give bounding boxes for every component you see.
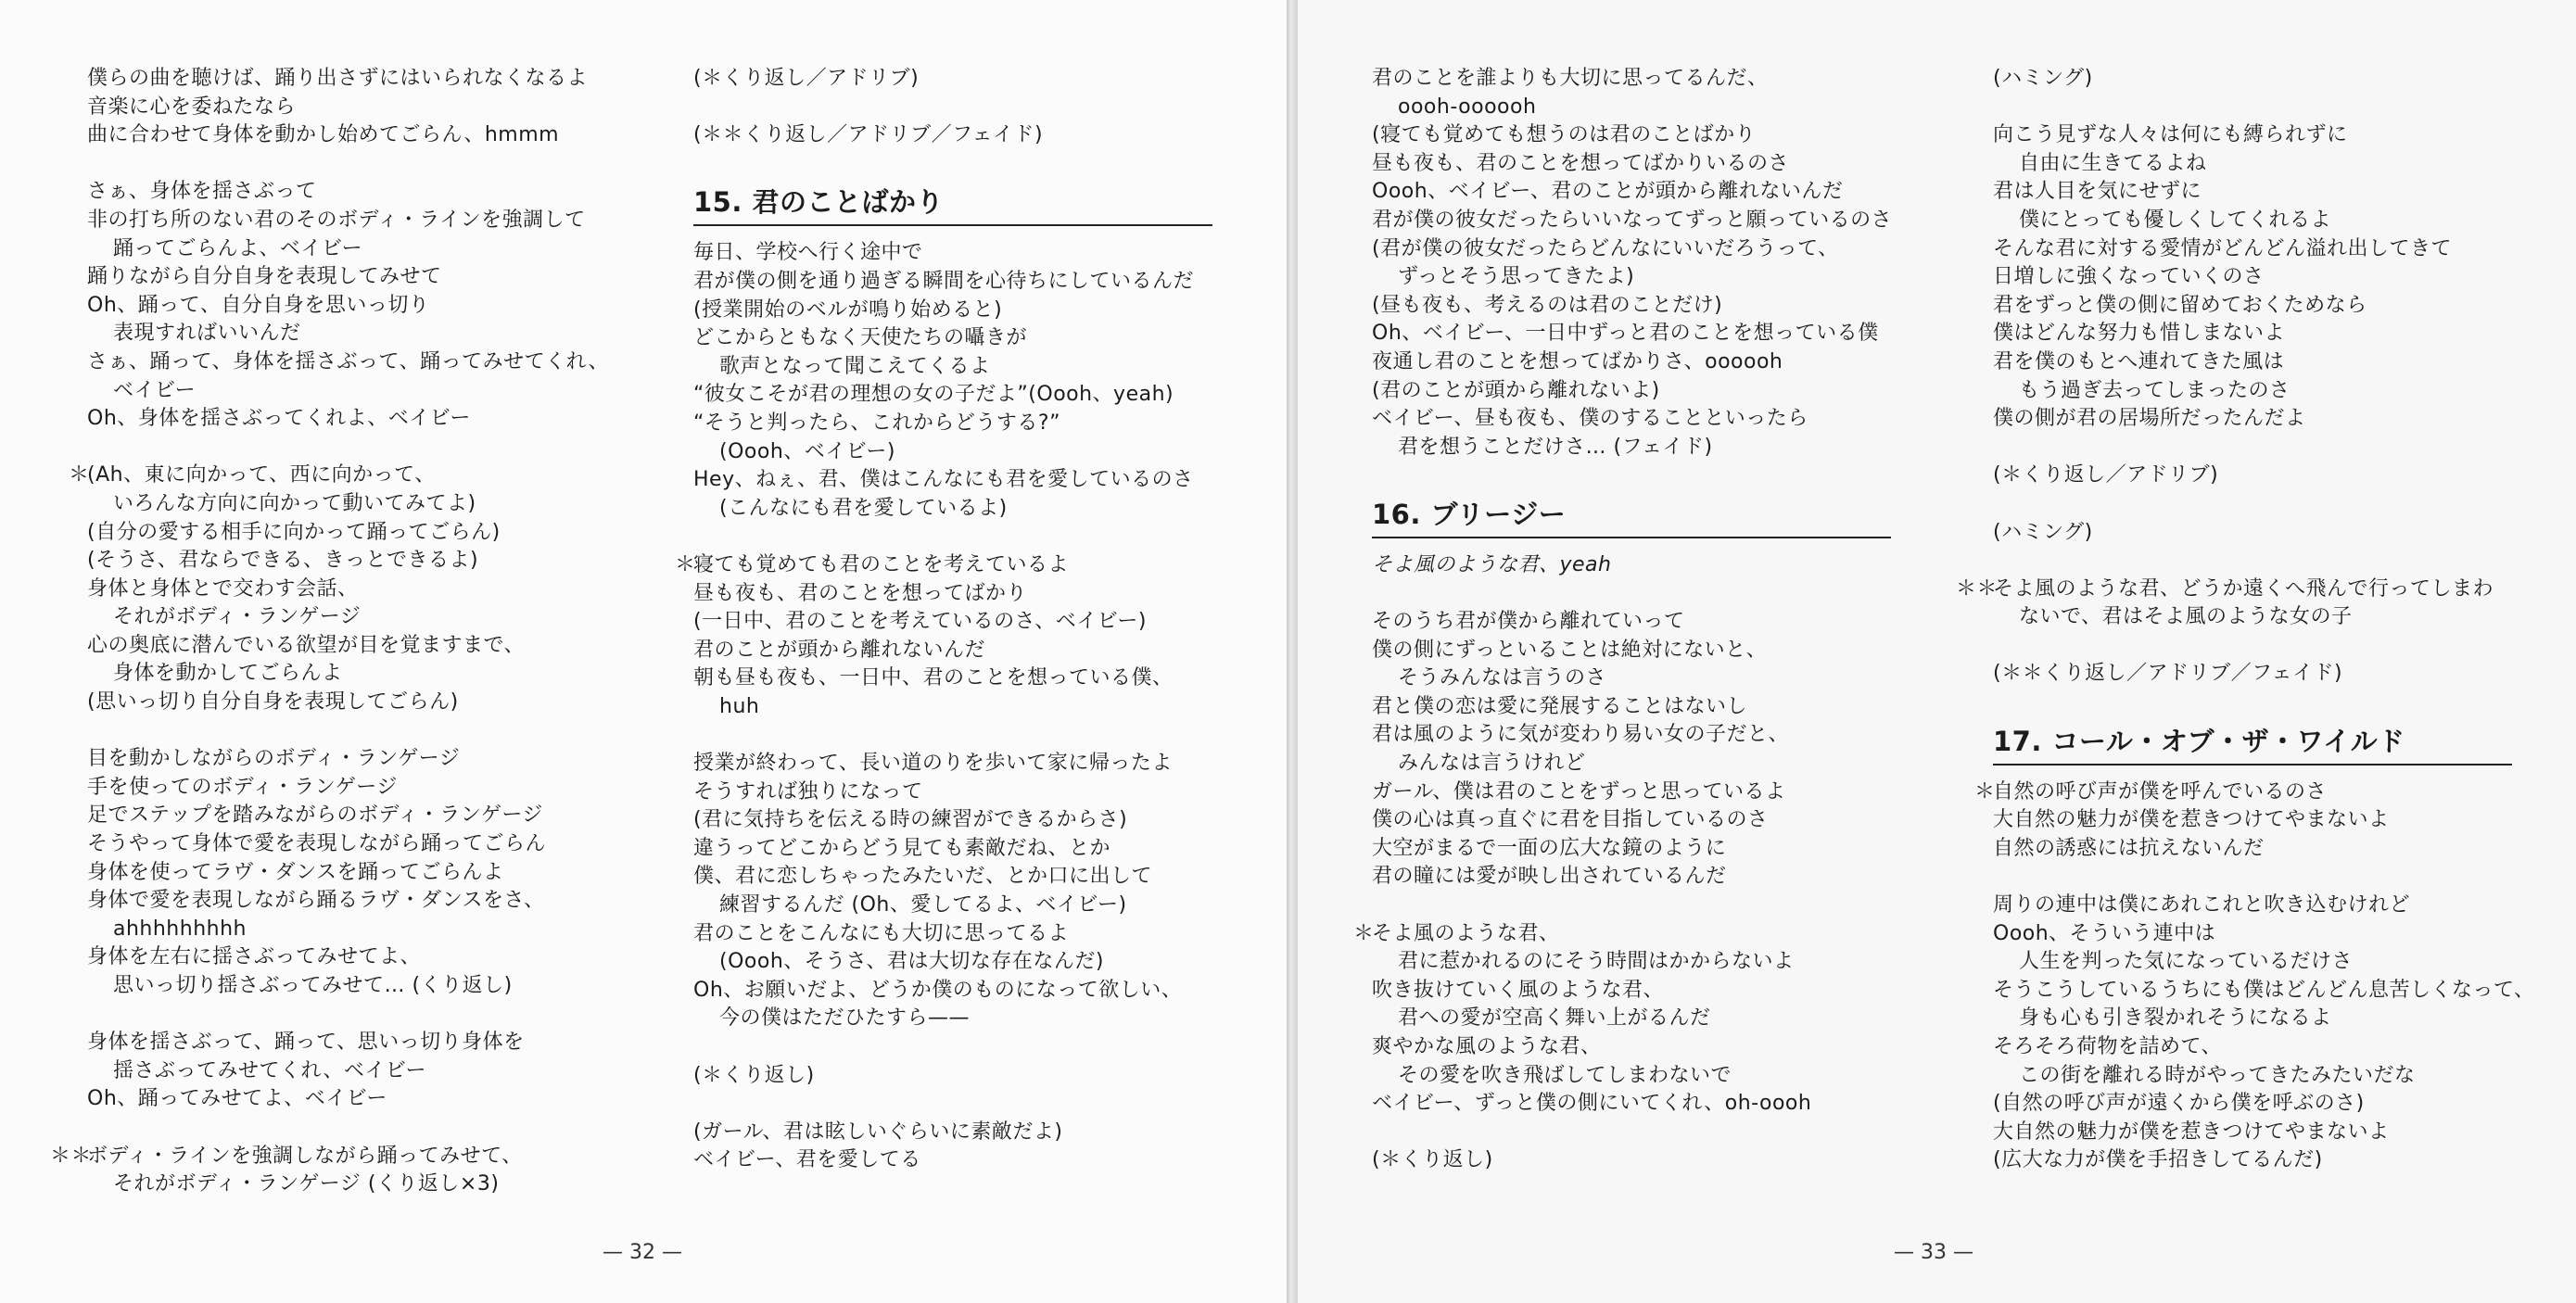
lyric-line — [693, 721, 1212, 750]
lyric-text: (広大な力が僕を手招きしてるんだ) — [1993, 1148, 2323, 1172]
lyric-text: そうみんなは言うのさ — [1398, 666, 1607, 690]
lyric-text: 違うってどこからどう見ても素敵だね、とか — [693, 836, 1111, 860]
lyric-text: ずっとそう思ってきたよ) — [1398, 265, 1635, 289]
lyric-text: Oh、踊って、自分自身を思いっ切り — [87, 293, 430, 317]
book-gutter — [1287, 0, 1298, 1303]
lyric-text: 君に惹かれるのにそう時間はかからないよ — [1398, 950, 1795, 974]
lyric-text: (君のことが頭から離れないよ) — [1372, 378, 1660, 402]
lyric-line — [87, 434, 609, 462]
lyric-line — [1993, 660, 2535, 689]
lyric-text: Oh、お願いだよ、どうか僕のものになって欲しい、 — [693, 978, 1183, 1002]
lyric-line — [1993, 121, 2535, 150]
lyric-text: (君に気持ちを伝える時の練習ができるからさ) — [693, 808, 1128, 832]
lyric-text: 大自然の魅力が僕を惹きつけてやまないよ — [1993, 1120, 2390, 1144]
lyric-text: 自然の誘惑には抗えないんだ — [1993, 836, 2265, 860]
lyric-line: ＊(Ah、東に向かって、西に向かって、 — [69, 463, 436, 487]
lyric-line — [1372, 835, 1892, 864]
lyric-text: ないで、君はそよ風のような女の子 — [2019, 605, 2353, 629]
lyric-line — [1372, 121, 1892, 150]
lyric-text: (一日中、君のことを考えているのさ、ベイビー) — [693, 610, 1147, 634]
lyric-line — [1993, 1090, 2535, 1119]
lyric-text: “彼女こそが君の理想の女の子だよ”(Oooh、yeah) — [693, 383, 1174, 407]
lyric-line — [693, 750, 1212, 778]
lyric-line — [1372, 551, 1892, 580]
lyric-line — [693, 381, 1212, 410]
lyric-text: Oh、踊ってみせてよ、ベイビー — [87, 1087, 387, 1111]
lyric-text: 君は人目を気にせずに — [1993, 180, 2202, 204]
lyric-line — [87, 292, 609, 321]
lyric-text: 踊ってごらんよ、ベイビー — [113, 236, 363, 260]
lyric-line — [693, 297, 1212, 325]
lyric-text: 曲に合わせて身体を動かし始めてごらん、hmmm — [87, 123, 560, 147]
lyric-line — [1372, 977, 1892, 1006]
lyric-text: 君を想うことだけさ… (フェイド) — [1398, 435, 1713, 459]
lyric-text: 身も心も引き裂かれそうになるよ — [2019, 1006, 2332, 1031]
lyric-line — [1372, 94, 1892, 122]
lyric-text: 君が僕の彼女だったらいいなってずっと願っているのさ — [1372, 208, 1893, 232]
lyric-line: ＊＊そよ風のような君、どうか遠くへ飛んで行ってしまわ — [1956, 576, 2494, 601]
lyric-line — [1993, 434, 2535, 462]
lyric-text: そよ風のような君、どうか遠くへ飛んで行ってしまわ — [1993, 576, 2494, 601]
lyric-line — [1993, 519, 2535, 548]
song-title: 17. コール・オブ・ザ・ワイルド — [1993, 717, 2512, 765]
lyric-text: Hey、ねぇ、君、僕はこんなにも君を愛しているのさ — [693, 468, 1194, 492]
lyric-line — [87, 263, 609, 292]
lyric-text: そんな君に対する愛情がどんどん溢れ出してきて — [1993, 236, 2453, 260]
lyric-line — [1993, 405, 2535, 434]
lyric-text: 自然の呼び声が僕を呼んでいるのさ — [1993, 779, 2328, 803]
lyric-text: そのうち君が僕から離れていって — [1372, 610, 1685, 634]
lyric-text: 君のことを誰よりも大切に思ってるんだ、 — [1372, 67, 1769, 90]
lyric-text: Oooh、ベイビー、君のことが頭から離れないんだ — [1372, 180, 1844, 204]
lyric-text: いろんな方向に向かって動いてみてよ) — [113, 491, 476, 515]
lyric-text: (ガール、君は眩しいぐらいに素敵だよ) — [693, 1120, 1063, 1144]
lyric-line — [87, 576, 609, 604]
lyric-text: みんなは言うけれど — [1398, 752, 1586, 776]
lyric-text: 歌声となって聞こえてくるよ — [719, 354, 991, 378]
lyric-text: (Oooh、ベイビー) — [719, 439, 895, 463]
lyric-text: 自由に生きてるよね — [2019, 151, 2207, 175]
lyric-text: (＊くり返し／アドリブ) — [693, 67, 920, 90]
lyric-line — [1372, 580, 1892, 609]
lyric-text: 身体を使ってラヴ・ダンスを踊ってごらんよ — [87, 860, 504, 884]
lyric-line — [87, 121, 609, 150]
lyrics-column — [1353, 65, 1893, 1175]
lyric-text: 日増しに強くなっていくのさ — [1993, 265, 2265, 289]
lyric-text: 君への愛が空高く舞い上がるんだ — [1398, 1006, 1711, 1031]
lyric-text: 身体を左右に揺さぶってみせてよ、 — [87, 945, 422, 969]
lyric-line — [1372, 405, 1892, 434]
lyric-text: そうすれば独りになって — [693, 779, 923, 803]
lyric-line — [1993, 207, 2535, 235]
lyric-text: 周りの連中は僕にあれこれと吹き込むけれど — [1993, 893, 2411, 917]
lyric-line — [1993, 1033, 2535, 1062]
lyric-line — [1993, 835, 2535, 864]
lyric-text: Oh、ベイビー、一日中ずっと君のことを想っている僕 — [1372, 322, 1879, 346]
lyric-text: 君の瞳には愛が映し出されているんだ — [1372, 865, 1727, 889]
lyric-text: 昼も夜も、君のことを想ってばかり — [693, 581, 1028, 605]
lyric-text: 君と僕の恋は愛に発展することはないし — [1372, 694, 1748, 718]
lyric-text: ahhhhhhhhh — [113, 917, 247, 941]
lyric-line — [693, 948, 1212, 977]
lyrics-column — [675, 65, 1212, 1175]
lyric-line — [693, 863, 1212, 892]
lyric-text: 揺さぶってみせてくれ、ベイビー — [113, 1058, 426, 1082]
lyric-line — [693, 466, 1212, 495]
song-title: 16. ブリージー — [1372, 490, 1891, 538]
lyric-text: 非の打ち所のない君のそのボディ・ラインを強調して — [87, 208, 586, 232]
lyric-line — [693, 920, 1212, 949]
lyric-text: ベイビー、ずっと僕の側にいてくれ、oh-oooh — [1372, 1092, 1812, 1116]
lyric-text: (Ah、東に向かって、西に向かって、 — [87, 463, 436, 487]
lyric-line — [1993, 1119, 2535, 1147]
lyric-text: ベイビー — [113, 378, 197, 402]
lyric-line — [1993, 263, 2535, 292]
lyric-line — [693, 410, 1212, 438]
lyric-line — [693, 1146, 1212, 1175]
lyric-line — [693, 580, 1212, 609]
lyric-line — [693, 977, 1212, 1006]
lyric-line — [87, 603, 609, 632]
lyric-line — [1372, 150, 1892, 179]
lyric-line — [1372, 892, 1892, 920]
lyric-text: 僕の心は真っ直ぐに君を目指しているのさ — [1372, 808, 1769, 832]
lyric-line — [87, 519, 609, 548]
lyric-text: 君のことをこんなにも大切に思ってるよ — [693, 921, 1070, 945]
lyric-line: ＊寝ても覚めても君のことを考えているよ — [675, 552, 1070, 576]
page-number: — 33 — — [1894, 1241, 1973, 1264]
lyric-line — [1372, 863, 1892, 892]
lyric-line — [1993, 235, 2535, 264]
lyric-line — [693, 353, 1212, 382]
lyric-line — [1993, 462, 2535, 490]
lyric-line — [1372, 778, 1892, 807]
lyric-text: 心の奥底に潜んでいる欲望が目を覚ますまで、 — [87, 633, 526, 657]
lyric-text: (昼も夜も、考えるのは君のことだけ) — [1372, 293, 1723, 317]
lyric-line — [87, 689, 609, 717]
lyric-text: 君が僕の側を通り過ぎる瞬間を心待ちにしているんだ — [693, 269, 1195, 293]
lyric-line — [87, 320, 609, 348]
lyric-line — [1372, 1005, 1892, 1033]
lyric-text: 踊りながら自分自身を表現してみせて — [87, 265, 442, 289]
lyric-line: ＊＊ボディ・ラインを強調しながら踊ってみせて、 — [50, 1144, 523, 1168]
lyric-line — [693, 778, 1212, 807]
lyric-text: そよ風のような君、 — [1372, 921, 1560, 945]
lyric-text: (＊＊くり返し／アドリブ／フェイド) — [1993, 662, 2343, 686]
lyric-text: oooh-oooooh — [1398, 95, 1537, 119]
lyric-text: 音楽に心を委ねたなら — [87, 95, 297, 119]
lyric-line — [1372, 235, 1892, 264]
lyric-line — [1993, 547, 2535, 576]
lyric-line — [1372, 1033, 1892, 1062]
lyric-text: (自分の愛する相手に向かって踊ってごらん) — [87, 520, 501, 544]
lyric-text: 夜通し君のことを想ってばかりさ、oooooh — [1372, 349, 1783, 373]
lyric-line — [1993, 948, 2535, 977]
lyric-text: 爽やかな風のような君、 — [1372, 1035, 1602, 1058]
lyric-text: 吹き抜けていく風のような君、 — [1372, 978, 1665, 1002]
lyrics-column — [50, 65, 609, 1199]
lyric-line — [1372, 806, 1892, 835]
lyric-line — [87, 207, 609, 235]
lyric-text: ベイビー、昼も夜も、僕のすることといったら — [1372, 407, 1808, 431]
lyric-line — [1372, 178, 1892, 207]
lyric-line — [87, 377, 609, 406]
lyric-line — [87, 235, 609, 264]
page-number: — 32 — — [603, 1241, 682, 1264]
lyric-line — [87, 1001, 609, 1030]
lyric-line — [87, 94, 609, 122]
lyric-line — [87, 943, 609, 972]
lyric-line — [693, 1090, 1212, 1119]
lyric-line — [87, 632, 609, 661]
lyric-line — [87, 547, 609, 576]
lyric-text: 朝も昼も夜も、一日中、君のことを想っている僕、 — [693, 666, 1174, 690]
lyric-line — [87, 1114, 609, 1143]
lyric-text: 身体を揺さぶって、踊って、思いっ切り身体を — [87, 1031, 525, 1055]
lyric-line — [1372, 462, 1892, 490]
lyric-text: (思いっ切り自分自身を表現してごらん) — [87, 690, 459, 715]
lyric-line — [693, 94, 1212, 122]
lyric-line — [87, 348, 609, 377]
lyric-text: (自然の呼び声が遠くから僕を呼ぶのさ) — [1993, 1092, 2365, 1116]
lyric-text: 身体を動かしてごらんよ — [113, 662, 343, 686]
lyric-text: 僕の側にずっといることは絶対にないと、 — [1372, 638, 1768, 662]
lyric-line — [87, 150, 609, 179]
lyric-text: (ハミング) — [1993, 520, 2093, 544]
lyric-line — [87, 916, 609, 944]
lyric-line — [1372, 664, 1892, 693]
left-page — [0, 0, 1287, 1303]
lyric-text: 君は風のように気が変わり易い女の子だと、 — [1372, 723, 1790, 747]
lyric-text: (＊くり返し／アドリブ) — [1993, 463, 2219, 487]
lyric-line — [1993, 377, 2535, 406]
lyric-text: 僕らの曲を聴けば、踊り出さずにはいられなくなるよ — [87, 67, 589, 90]
lyric-text: さぁ、身体を揺さぶって — [87, 180, 317, 204]
lyric-line — [1993, 150, 2535, 179]
lyric-text: huh — [719, 694, 760, 718]
lyric-text: (君が僕の彼女だったらどんなにいいだろうって、 — [1372, 236, 1839, 260]
lyric-line — [693, 637, 1212, 665]
lyric-line — [87, 178, 609, 207]
lyric-line — [1993, 178, 2535, 207]
lyric-line — [693, 892, 1212, 920]
lyric-line — [1372, 637, 1892, 665]
lyric-text: ボディ・ラインを強調しながら踊ってみせて、 — [87, 1144, 523, 1168]
lyric-line — [87, 830, 609, 859]
lyric-line — [693, 664, 1212, 693]
lyric-line — [87, 972, 609, 1001]
lyric-line — [1372, 263, 1892, 292]
lyric-line — [1372, 292, 1892, 321]
lyric-line — [1993, 320, 2535, 348]
lyric-text: 人生を判った気になっているだけさ — [2019, 950, 2354, 974]
lyric-line — [693, 523, 1212, 551]
lyric-line — [87, 405, 609, 434]
lyric-line — [693, 150, 1212, 179]
lyric-line — [693, 495, 1212, 524]
lyric-line — [1993, 1146, 2535, 1175]
lyric-text: そうこうしているうちにも僕はどんどん息苦しくなって、 — [1993, 978, 2535, 1002]
lyric-line — [1372, 1090, 1892, 1119]
lyric-line — [693, 65, 1212, 94]
lyric-line — [1993, 603, 2535, 632]
lyric-line — [1372, 608, 1892, 637]
lyric-text: (Oooh、そうさ、君は大切な存在なんだ) — [719, 950, 1104, 974]
lyric-line — [1372, 348, 1892, 377]
lyric-line — [87, 490, 609, 519]
lyric-line — [1372, 207, 1892, 235]
lyric-text: 僕にとっても優しくしてくれるよ — [2019, 208, 2332, 232]
lyric-line — [1993, 632, 2535, 661]
lyric-line — [87, 1085, 609, 1114]
lyric-line — [1372, 721, 1892, 750]
lyric-line — [1372, 434, 1892, 462]
song-title: 15. 君のことばかり — [693, 178, 1212, 226]
lyric-line — [1372, 750, 1892, 778]
lyric-text: 授業が終わって、長い道のりを歩いて家に帰ったよ — [693, 752, 1173, 776]
lyric-line — [693, 438, 1212, 467]
lyric-line — [693, 1062, 1212, 1091]
lyric-text: 君を僕のもとへ連れてきた風は — [1993, 349, 2285, 373]
lyric-line — [1372, 65, 1892, 94]
lyric-line — [1993, 920, 2535, 949]
lyric-line — [87, 717, 609, 746]
lyric-line — [693, 608, 1212, 637]
right-page — [1298, 0, 2576, 1303]
lyric-line — [1993, 806, 2535, 835]
lyric-text: そうやって身体で愛を表現しながら踊ってごらん — [87, 832, 547, 856]
lyric-line — [1993, 689, 2535, 717]
lyric-text: この街を離れる時がやってきたみたいだな — [2019, 1063, 2416, 1087]
lyric-text: 身体と身体とで交わす会話、 — [87, 576, 359, 601]
lyric-line — [693, 835, 1212, 864]
lyric-text: 思いっ切り揺さぶってみせて… (くり返し) — [113, 974, 513, 997]
lyric-line — [87, 1057, 609, 1086]
lyric-text: ベイビー、君を愛してる — [693, 1148, 921, 1172]
lyric-line — [87, 802, 609, 830]
lyric-line — [1993, 1005, 2535, 1033]
lyric-line — [1993, 490, 2535, 519]
lyric-text: Oooh、そういう連中は — [1993, 921, 2216, 945]
lyric-text: “そうと判ったら、これからどうする?” — [693, 411, 1060, 435]
lyric-line — [1372, 948, 1892, 977]
lyric-line — [693, 324, 1212, 353]
lyric-line — [87, 1029, 609, 1057]
lyric-text: 目を動かしながらのボディ・ランゲージ — [87, 747, 461, 771]
lyric-line — [1372, 1119, 1892, 1147]
lyric-text: 君のことが頭から離れないんだ — [693, 638, 986, 662]
lyric-line — [1993, 292, 2535, 321]
lyric-line — [1372, 377, 1892, 406]
lyric-line — [693, 239, 1212, 268]
lyric-text: 大自然の魅力が僕を惹きつけてやまないよ — [1993, 808, 2390, 832]
lyric-line: ＊自然の呼び声が僕を呼んでいるのさ — [1974, 779, 2328, 803]
lyric-line — [87, 887, 609, 916]
lyric-text: どこからともなく天使たちの囁きが — [693, 326, 1028, 350]
lyric-text: そろそろ荷物を詰めて、 — [1993, 1035, 2223, 1058]
lyric-line — [693, 806, 1212, 835]
lyric-line — [1372, 320, 1892, 348]
lyric-text: (＊くり返し) — [693, 1063, 815, 1087]
lyric-text: (寝ても覚めても想うのは君のことばかり — [1372, 123, 1757, 147]
lyric-line — [87, 65, 609, 94]
lyric-line: ＊そよ風のような君、 — [1353, 921, 1560, 945]
lyric-text: (こんなにも君を愛しているよ) — [719, 496, 1008, 520]
lyric-text: そよ風のような君、yeah — [1372, 552, 1612, 576]
lyric-line — [87, 774, 609, 803]
lyric-text: 君をずっと僕の側に留めておくためなら — [1993, 293, 2367, 317]
lyric-line — [1993, 348, 2535, 377]
lyric-line — [87, 859, 609, 888]
lyric-line — [1993, 94, 2535, 122]
lyric-line — [693, 121, 1212, 150]
lyric-line — [1993, 1062, 2535, 1091]
lyric-line — [87, 745, 609, 774]
lyric-text: 練習するんだ (Oh、愛してるよ、ベイビー) — [719, 893, 1127, 917]
lyric-text: さぁ、踊って、身体を揺さぶって、踊ってみせてくれ、 — [87, 349, 609, 373]
lyric-text: (＊＊くり返し／アドリブ／フェイド) — [693, 123, 1044, 147]
lyric-line — [1372, 693, 1892, 722]
lyric-text: (そうさ、君ならできる、きっとできるよ) — [87, 549, 479, 573]
lyric-text: ガール、僕は君のことをずっと思っているよ — [1372, 779, 1786, 803]
lyric-text: それがボディ・ランゲージ — [113, 605, 362, 629]
lyric-line — [87, 660, 609, 689]
lyric-text: (ハミング) — [1993, 67, 2093, 90]
lyric-line — [87, 1170, 609, 1199]
lyric-line — [1372, 1062, 1892, 1091]
lyric-line — [1993, 892, 2535, 920]
lyric-text: 表現すればいいんだ — [113, 322, 301, 346]
lyric-text: 毎日、学校へ行く途中で — [693, 241, 923, 265]
lyric-line — [693, 1005, 1212, 1033]
lyric-line — [693, 1033, 1212, 1062]
lyric-text: Oh、身体を揺さぶってくれよ、ベイビー — [87, 407, 471, 431]
lyric-line — [1993, 977, 2535, 1006]
lyric-text: (＊くり返し) — [1372, 1148, 1493, 1172]
lyric-text: 僕、君に恋しちゃったみたいだ、とか口に出して — [693, 865, 1153, 889]
lyric-text: 大空がまるで一面の広大な鏡のように — [1372, 836, 1727, 860]
lyric-text: 僕はどんな努力も惜しまないよ — [1993, 322, 2286, 346]
lyric-line — [1993, 65, 2535, 94]
lyric-text: 足でステップを踏みながらのボディ・ランゲージ — [87, 803, 543, 828]
lyric-line — [693, 268, 1212, 297]
lyric-line — [1372, 1146, 1892, 1175]
lyric-text: 昼も夜も、君のことを想ってばかりいるのさ — [1372, 151, 1790, 175]
lyric-text: 向こう見ずな人々は何にも縛られずに — [1993, 123, 2348, 147]
lyric-text: 僕の側が君の居場所だったんだよ — [1993, 407, 2306, 431]
lyrics-column — [1956, 65, 2535, 1175]
lyric-text: (授業開始のベルが鳴り始めると) — [693, 297, 1003, 322]
lyric-text: 身体で愛を表現しながら踊るラヴ・ダンスをさ、 — [87, 889, 545, 913]
lyric-text: 手を使ってのボディ・ランゲージ — [87, 775, 398, 799]
lyric-line — [693, 1119, 1212, 1147]
lyric-line — [693, 693, 1212, 722]
lyric-text: それがボディ・ランゲージ (くり返し×3) — [113, 1172, 500, 1196]
lyric-line — [1993, 863, 2535, 892]
lyric-text: もう過ぎ去ってしまったのさ — [2019, 378, 2290, 402]
lyric-text: その愛を吹き飛ばしてしまわないで — [1398, 1063, 1732, 1087]
lyric-text: 寝ても覚めても君のことを考えているよ — [693, 552, 1070, 576]
lyric-text: 今の僕はただひたすら—— — [719, 1006, 971, 1031]
